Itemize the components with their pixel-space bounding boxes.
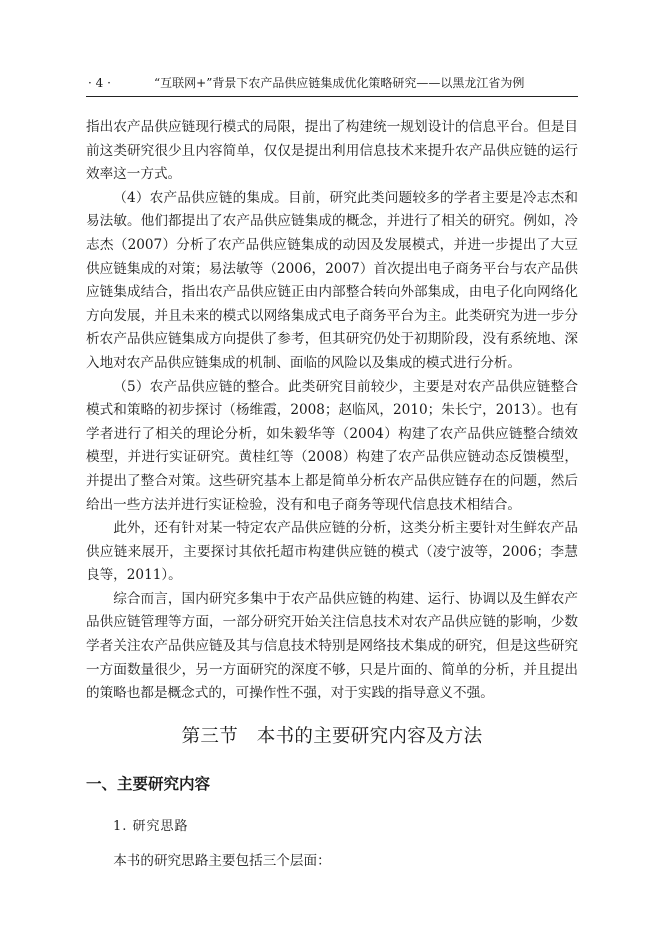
paragraph-research-layers: 本书的研究思路主要包括三个层面：: [113, 852, 331, 869]
paragraph-summary: 综合而言，国内研究多集中于农产品供应链的构建、运行、协调以及生鲜农产品供应链管理等方面，一部分研究开始关注信息技术对农产品供应链的影响，少数学者关注农产品供应链及其与信息技术特别是网络技术集成的研究，但是这些研究一方面数量很少，另一方面研究的深度不够，只是片面的、简单的分析，并且提出的策略也都是概念式的，可操作性不强，对于实践的指导意义不强。: [86, 590, 578, 702]
running-header: [86, 72, 578, 97]
paragraph-continued: 指出农产品供应链现行模式的局限，提出了构建统一规划设计的信息平台。但是目前这类研究很少且内容简单，仅仅是提出利用信息技术来提升农产品供应链的运行效率这一方式。: [86, 119, 578, 183]
page-number: · 4 ·: [88, 76, 111, 90]
paragraph-supply-chain-integration: （4）农产品供应链的集成。目前，研究此类问题较多的学者主要是冷志杰和易法敏。他们都提出了农产品供应链集成的概念，并进行了相关的研究。例如，冷志杰（2007）分析了农产品供应链集成的动因及发展模式，并进一步提出了大豆供应链集成的对策；易法敏等（2006，2007）首次提出电子商务平台与农产品供应链集成结合，指出农产品供应链正由内部整合转向外部集成，由电子化向网络化方向发展，并且未来的模式以网络集成式电子商务平台为主。此类研究为进一步分析农产品供应链集成方向提供了参考，但其研究仍处于初期阶段，没有系统地、深入地对农产品供应链集成的机制、面临的风险以及集成的模式进行分析。: [86, 189, 578, 371]
heading-main-content: 一、主要研究内容: [86, 774, 211, 793]
paragraph-supply-chain-consolidation: （5）农产品供应链的整合。此类研究目前较少，主要是对农产品供应链整合模式和策略的初步探讨（杨维霞，2008；赵临风，2010；朱长宁，2013）。也有学者进行了相关的理论分析，如朱毅华等（2004）构建了农产品供应链整合绩效模型，并进行实证研究。黄桂红等（2008）构建了农产品供应链动态反馈模型，并提出了整合对策。这些研究基本上都是简单分析农产品供应链存在的问题，然后给出一些方法并进行实证检验，没有和电子商务等现代信息技术相结合。: [86, 378, 578, 513]
page-body: [86, 116, 578, 873]
section-heading: 第三节 本书的主要研究内容及方法: [181, 725, 483, 747]
running-title: “互联网+”背景下农产品供应链集成优化策略研究——以黑龙江省为例: [154, 76, 525, 90]
heading-research-approach: 1. 研究思路: [113, 818, 189, 834]
paragraph-fresh-produce: 此外，还有针对某一特定农产品供应链的分析，这类分析主要针对生鲜农产品供应链来展开，主要探讨其依托超市构建供应链的模式（凌宁波等，2006；李慧良等，2011）。: [86, 520, 578, 584]
